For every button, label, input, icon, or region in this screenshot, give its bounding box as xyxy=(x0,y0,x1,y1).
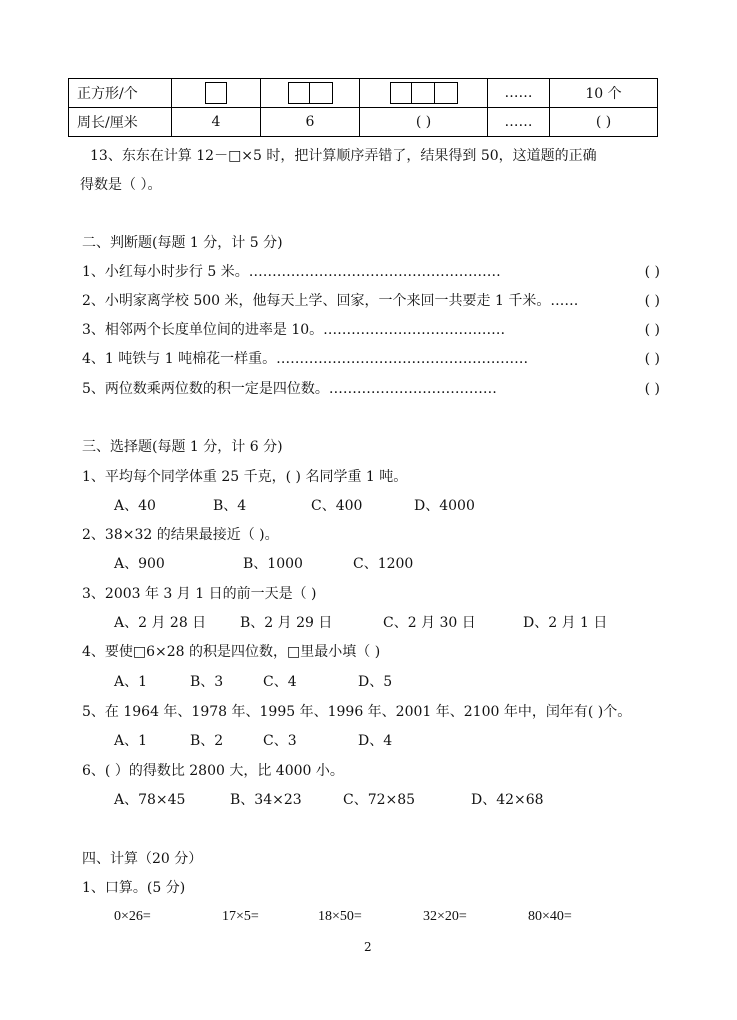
calc-item: 18×50= xyxy=(318,909,362,924)
option-d[interactable]: D、5 xyxy=(358,674,393,690)
choice-question-1: 1、平均每个同学体重 25 千克，( ) 名同学重 1 吨。 xyxy=(82,469,408,485)
option-b[interactable]: B、3 xyxy=(190,674,224,690)
calc-item: 32×20= xyxy=(423,909,467,924)
option-a[interactable]: A、2 月 28 日 xyxy=(114,615,207,631)
calc-item: 80×40= xyxy=(528,909,572,924)
section-2-title: 二、判断题(每题 1 分，计 5 分) xyxy=(82,235,283,251)
option-c[interactable]: C、400 xyxy=(311,498,363,514)
option-c[interactable]: C、3 xyxy=(263,733,297,749)
choice-question-2: 2、38×32 的结果最接近（ )。 xyxy=(82,527,279,543)
squares-10: 10 个 xyxy=(550,79,658,108)
perimeter-table xyxy=(68,78,658,137)
judge-item-5: 5、两位数乘两位数的积一定是四位数。……………………………… ( ) xyxy=(82,381,660,397)
question-13-line1: 13、东东在计算 12－□×5 时，把计算顺序弄错了，结果得到 50，这道题的正确 xyxy=(90,148,597,164)
judge-item-3: 3、相邻两个长度单位间的进率是 10。………………………………… ( ) xyxy=(82,322,660,338)
option-b[interactable]: B、2 xyxy=(190,733,224,749)
judge-item-2: 2、小明家离学校 500 米，他每天上学、回家，一个来回一共要走 1 千米。…… ( ) xyxy=(82,293,660,309)
perimeter-2: 6 xyxy=(261,108,360,137)
option-c[interactable]: C、72×85 xyxy=(343,792,416,808)
option-d[interactable]: D、42×68 xyxy=(471,792,544,808)
answer-blank[interactable]: ( ) xyxy=(644,322,660,338)
answer-blank[interactable]: ( ) xyxy=(644,264,660,280)
option-a[interactable]: A、78×45 xyxy=(114,792,186,808)
section-3-title: 三、选择题(每题 1 分，计 6 分) xyxy=(82,439,283,455)
choice-question-5: 5、在 1964 年、1978 年、1995 年、1996 年、2001 年、2100 年中，闰年有( )个。 xyxy=(82,704,632,720)
option-c[interactable]: C、1200 xyxy=(353,556,414,572)
ellipsis-cell: …… xyxy=(488,79,550,108)
option-d[interactable]: D、4 xyxy=(358,733,393,749)
mental-math-subtitle: 1、口算。(5 分) xyxy=(82,880,186,896)
perimeter-3-blank[interactable]: ( ) xyxy=(360,108,488,137)
option-b[interactable]: B、4 xyxy=(213,498,247,514)
ellipsis-cell: …… xyxy=(488,108,550,137)
answer-blank[interactable]: ( ) xyxy=(644,381,660,397)
option-c[interactable]: C、4 xyxy=(263,674,297,690)
option-d[interactable]: D、4000 xyxy=(414,498,475,514)
table-row xyxy=(69,79,658,108)
section-4-title: 四、计算（20 分） xyxy=(82,851,203,867)
row-label-perimeter: 周长/厘米 xyxy=(69,108,172,137)
calc-item: 17×5= xyxy=(222,909,259,924)
answer-blank[interactable]: ( ) xyxy=(644,351,660,367)
choice-question-3: 3、2003 年 3 月 1 日的前一天是（ ) xyxy=(82,586,317,602)
perimeter-1: 4 xyxy=(172,108,261,137)
page-number: 2 xyxy=(364,940,372,954)
option-a[interactable]: A、1 xyxy=(114,733,148,749)
row-label-squares: 正方形/个 xyxy=(69,79,172,108)
choice-question-6: 6、( ）的得数比 2800 大，比 4000 小。 xyxy=(82,763,344,779)
option-b[interactable]: B、1000 xyxy=(243,556,303,572)
question-13-line2: 得数是（ ）。 xyxy=(80,177,162,193)
square-figure-1 xyxy=(172,79,261,108)
judge-item-4: 4、1 吨铁与 1 吨棉花一样重。……………………………………………… ( ) xyxy=(82,351,660,367)
choice-question-4: 4、要使□6×28 的积是四位数，□里最小填（ ) xyxy=(82,644,381,660)
calc-item: 0×26= xyxy=(114,909,151,924)
option-b[interactable]: B、2 月 29 日 xyxy=(240,615,333,631)
judge-item-1: 1、小红每小时步行 5 米。……………………………………………… ( ) xyxy=(82,264,660,280)
table-row xyxy=(69,108,658,137)
square-figure-2 xyxy=(261,79,360,108)
perimeter-10-blank[interactable]: ( ) xyxy=(550,108,658,137)
option-d[interactable]: D、2 月 1 日 xyxy=(523,615,608,631)
square-figure-3 xyxy=(360,79,488,108)
option-c[interactable]: C、2 月 30 日 xyxy=(383,615,476,631)
option-b[interactable]: B、34×23 xyxy=(230,792,302,808)
option-a[interactable]: A、900 xyxy=(114,556,165,572)
option-a[interactable]: A、1 xyxy=(114,674,148,690)
answer-blank[interactable]: ( ) xyxy=(644,293,660,309)
option-a[interactable]: A、40 xyxy=(114,498,156,514)
